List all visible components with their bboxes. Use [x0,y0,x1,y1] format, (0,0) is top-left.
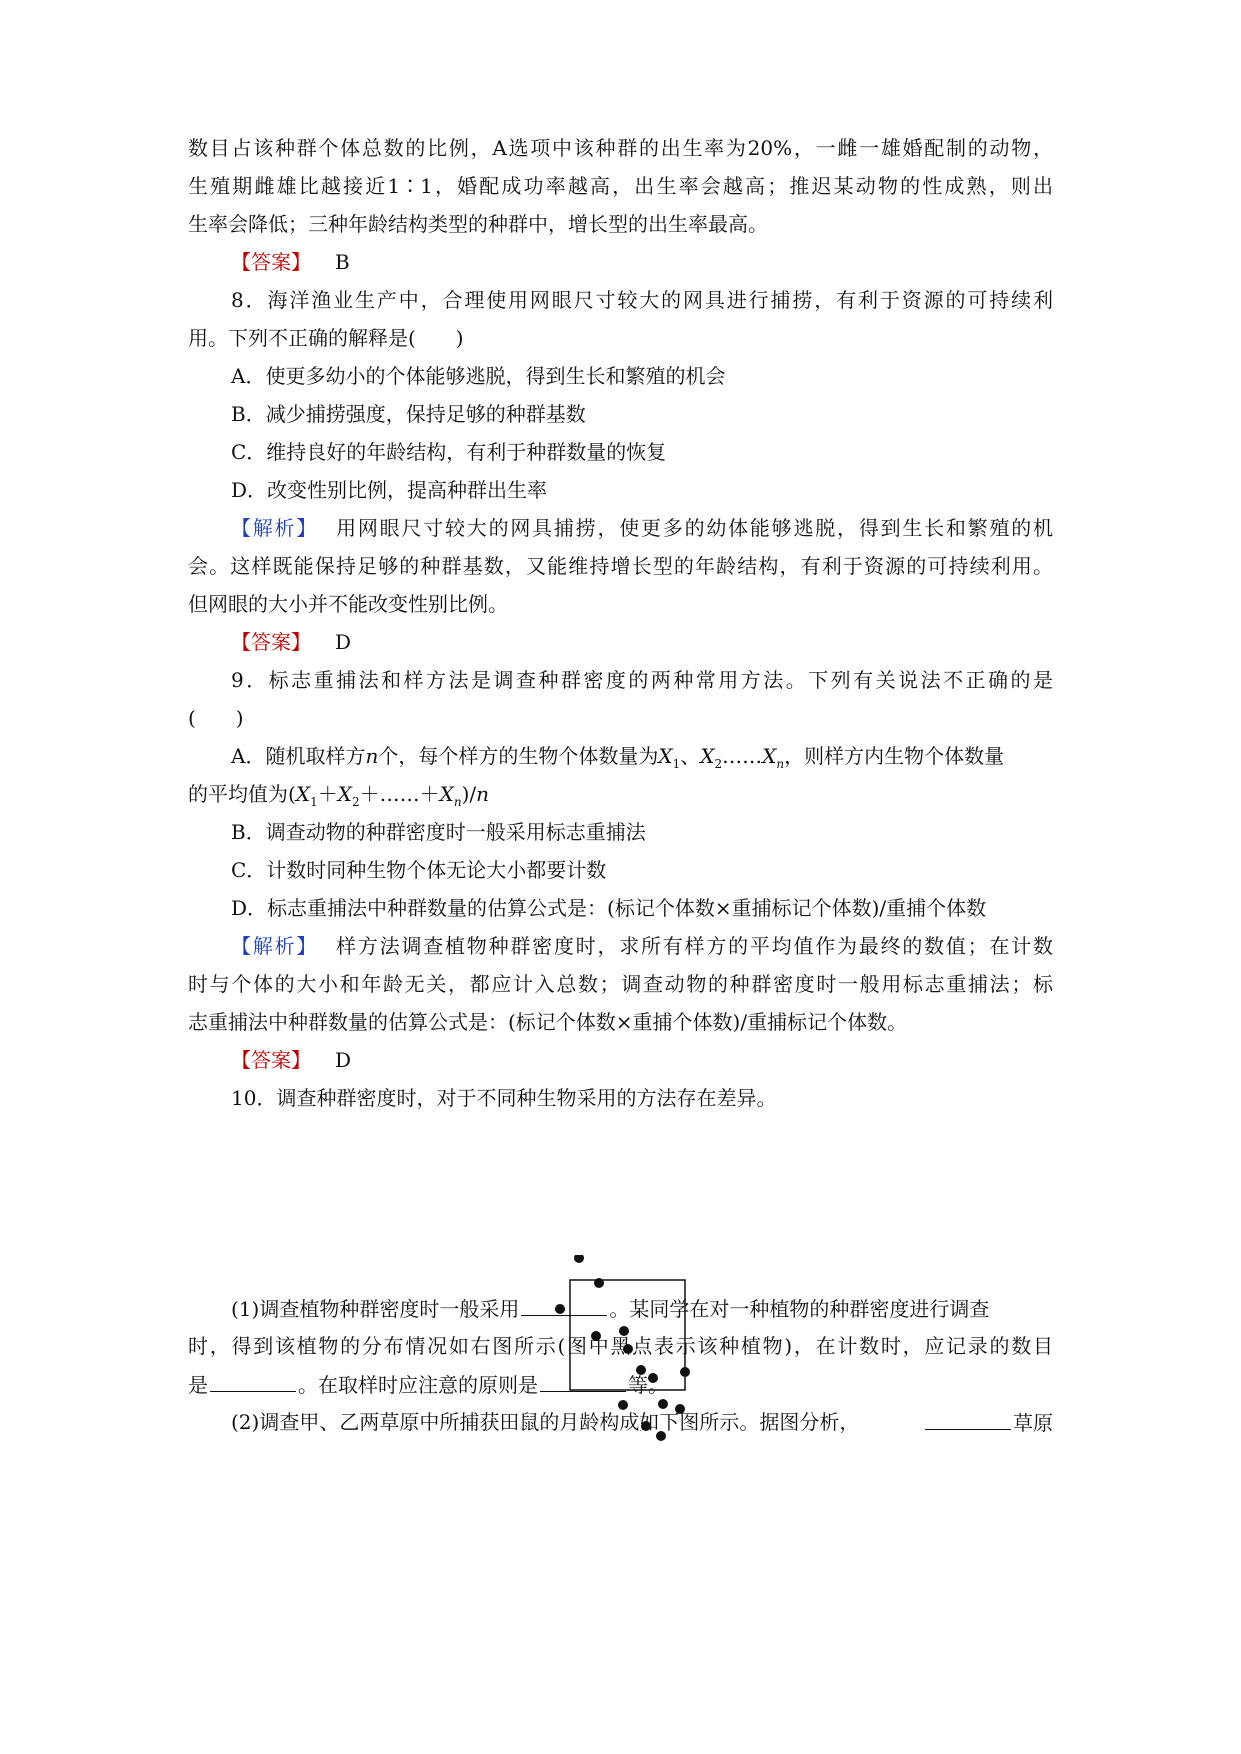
option-b: B．减少捕捞强度，保持足够的种群基数 [231,402,586,426]
analysis-text: 样方法调查植物种群密度时，求所有样方的平均值作为最终的数值；在计数 [336,934,1054,958]
analysis-text: 会。这样既能保持足够的种群基数，又能维持增长型的年龄结构，有利于资源的可持续利用。 [188,554,1053,578]
option-c: C．计数时同种生物个体无论大小都要计数 [231,858,607,882]
question-8-text: 用。下列不正确的解释是( ) [188,326,464,350]
question-10-text: 10．调查种群密度时，对于不同种生物采用的方法存在差异。 [231,1086,777,1110]
option-a: A．使更多幼小的个体能够逃脱，得到生长和繁殖的机会 [231,364,726,388]
part-text: (1)调查植物种群密度时一般采用 [231,1297,520,1321]
text-line: 数目占该种群个体总数的比例，A选项中该种群的出生率为20%，一雌一雄婚配制的动物， [188,136,1053,160]
subscript: 2 [714,757,723,771]
option-a-cont [188,779,489,809]
variable-x: X [337,782,352,806]
variable-x: X [700,744,715,768]
option-b: B．调查动物的种群密度时一般采用标志重捕法 [231,820,646,844]
answer-blank[interactable] [925,1407,1011,1430]
answer-blank[interactable] [521,1293,607,1316]
option-text: 、 [680,744,701,768]
analysis-tag: 【解析】 [231,934,319,958]
question-10-part1 [188,1369,668,1400]
analysis-tag: 【解析】 [231,516,319,540]
part-text: (2)调查甲、乙两草原中所捕获田鼠的月龄构成如下图所示。据图分析， [231,1410,860,1434]
answer-value: D [335,1048,352,1072]
option-text: ，则样方内生物个体数量 [784,744,1005,768]
option-text: 个，每个样方的生物个体数量为 [378,744,659,768]
variable-x: X [439,782,454,806]
question-10-part2 [231,1407,1053,1438]
analysis-line [231,931,1053,961]
part-text: 是 [188,1373,208,1397]
variable-x: X [658,744,673,768]
answer-value: B [335,250,350,274]
answer-tag: 【答案】 [231,1048,311,1072]
option-d: D．标志重捕法中种群数量的估算公式是：(标记个体数×重捕标记个体数)/重捕个体数 [231,896,987,920]
analysis-line [231,513,1053,543]
part-text: 。在取样时应注意的原则是 [298,1373,538,1397]
option-a [231,741,1004,771]
subscript: n [776,757,785,771]
option-text: ＋ [317,782,338,806]
plant-dot [574,1255,584,1263]
variable-n: n [365,744,379,768]
text-line: 生殖期雌雄比越接近1∶1，婚配成功率越高，出生率会越高；推迟某动物的性成熟，则出 [188,174,1053,198]
answer-line [231,627,351,657]
question-9-text: 9．标志重捕法和样方法是调查种群密度的两种常用方法。下列有关说法不正确的是 [231,668,1053,692]
option-c: C．维持良好的年龄结构，有利于种群数量的恢复 [231,440,667,464]
option-text: )/ [461,782,477,806]
plant-dot [594,1278,604,1288]
text-line: 生率会降低；三种年龄结构类型的种群中，增长型的出生率最高。 [188,212,768,236]
analysis-text: 志重捕法中种群数量的估算公式是：(标记个体数×重捕个体数)/重捕标记个体数。 [188,1010,908,1034]
plant-dot [680,1367,690,1377]
option-text: …… [722,744,763,768]
answer-value: D [335,630,352,654]
subscript: 2 [351,795,360,809]
question-9-text: ( ) [188,706,244,730]
subscript: 1 [310,795,318,809]
question-8-text: 8．海洋渔业生产中，合理使用网眼尺寸较大的网具进行捕捞，有利于资源的可持续利 [231,288,1053,312]
answer-tag: 【答案】 [231,250,311,274]
part-text: 等。 [628,1373,668,1397]
variable-x: X [762,744,777,768]
question-10-part1: 时，得到该植物的分布情况如右图所示(图中黑点表示该种植物)，在计数时，应记录的数目 [188,1334,1053,1358]
option-text: 的平均值为( [188,782,296,806]
answer-blank[interactable] [540,1369,626,1392]
analysis-text: 但网眼的大小并不能改变性别比例。 [188,592,508,616]
option-text: ＋……＋ [359,782,440,806]
answer-line [231,1045,351,1075]
answer-line [231,247,350,277]
answer-tag: 【答案】 [231,630,311,654]
variable-n: n [476,782,490,806]
part-text: 草原 [1013,1411,1053,1435]
analysis-text: 用网眼尺寸较大的网具捕捞，使更多的幼体能够逃脱，得到生长和繁殖的机 [336,516,1054,540]
subscript: 1 [672,757,681,771]
option-d: D．改变性别比例，提高种群出生率 [231,478,548,502]
variable-x: X [295,782,311,806]
analysis-text: 时与个体的大小和年龄无关，都应计入总数；调查动物的种群密度时一般用标志重捕法；标 [188,972,1053,996]
part-text: 。某同学在对一种植物的种群密度进行调查 [609,1297,990,1321]
answer-blank[interactable] [210,1369,296,1392]
question-10-part1 [231,1293,989,1324]
option-text: A．随机取样方 [231,744,366,768]
subscript: n [453,795,462,809]
